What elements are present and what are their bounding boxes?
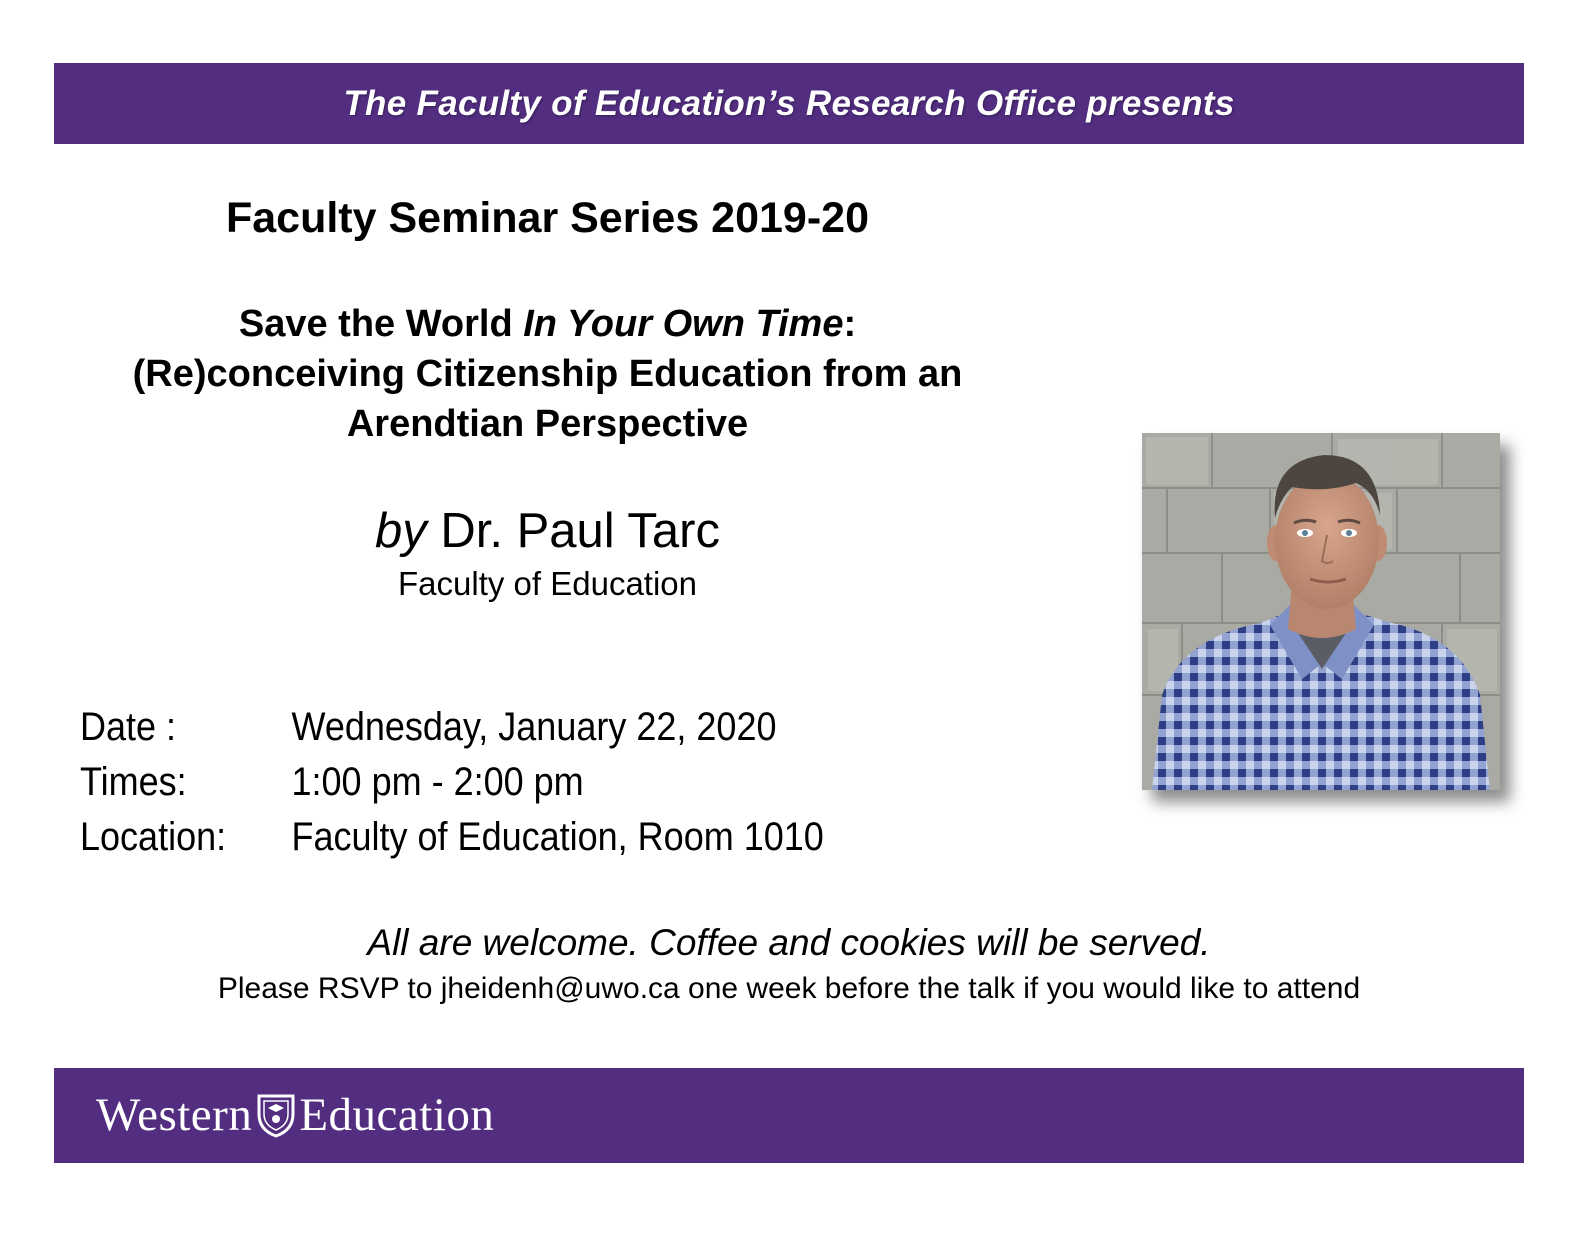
talk-title-line-2: (Re)conceiving Citizenship Education from an: [132, 353, 963, 395]
speaker-photo: [1142, 433, 1500, 790]
logo-word-education: Education: [299, 1089, 495, 1141]
detail-label: Times:: [80, 760, 187, 804]
rsvp-note: Please RSVP to jheidenh@uwo.ca one week before the talk if you would like to attend: [217, 972, 1361, 1005]
talk-title: [60, 299, 1035, 449]
talk-title-line-3: Arendtian Perspective: [346, 403, 749, 445]
talk-title-line-1-end: :: [843, 303, 857, 345]
detail-row-times: [80, 755, 824, 810]
event-details: [80, 700, 824, 865]
detail-value: 1:00 pm - 2:00 pm: [291, 760, 584, 804]
crest-icon: [256, 1092, 296, 1138]
detail-label: Date :: [80, 705, 177, 749]
talk-title-italic: In Your Own Time: [523, 303, 844, 345]
series-title: Faculty Seminar Series 2019-20: [226, 194, 869, 242]
detail-value: Faculty of Education, Room 1010: [291, 815, 824, 859]
speaker-photo-illustration: [1142, 433, 1500, 790]
detail-value: Wednesday, January 22, 2020: [291, 705, 777, 749]
header-banner: [54, 63, 1524, 144]
detail-row-date: [80, 700, 824, 755]
speaker-name: Dr. Paul Tarc: [426, 504, 720, 558]
western-education-logo: [96, 1082, 494, 1148]
welcome-note: All are welcome. Coffee and cookies will be served.: [367, 922, 1211, 963]
logo-word-western: Western: [96, 1089, 253, 1141]
banner-text: The Faculty of Education’s Research Office presents: [343, 83, 1235, 123]
talk-title-line-1-start: Save the World: [238, 303, 524, 345]
speaker-affiliation: Faculty of Education: [398, 565, 697, 602]
footer-banner: [54, 1068, 1524, 1163]
speaker-prefix: by: [375, 504, 427, 558]
detail-row-location: [80, 810, 824, 865]
talk-title-line-1: [60, 299, 1035, 349]
speaker-name-line: [60, 502, 1035, 560]
detail-label: Location:: [80, 815, 227, 859]
